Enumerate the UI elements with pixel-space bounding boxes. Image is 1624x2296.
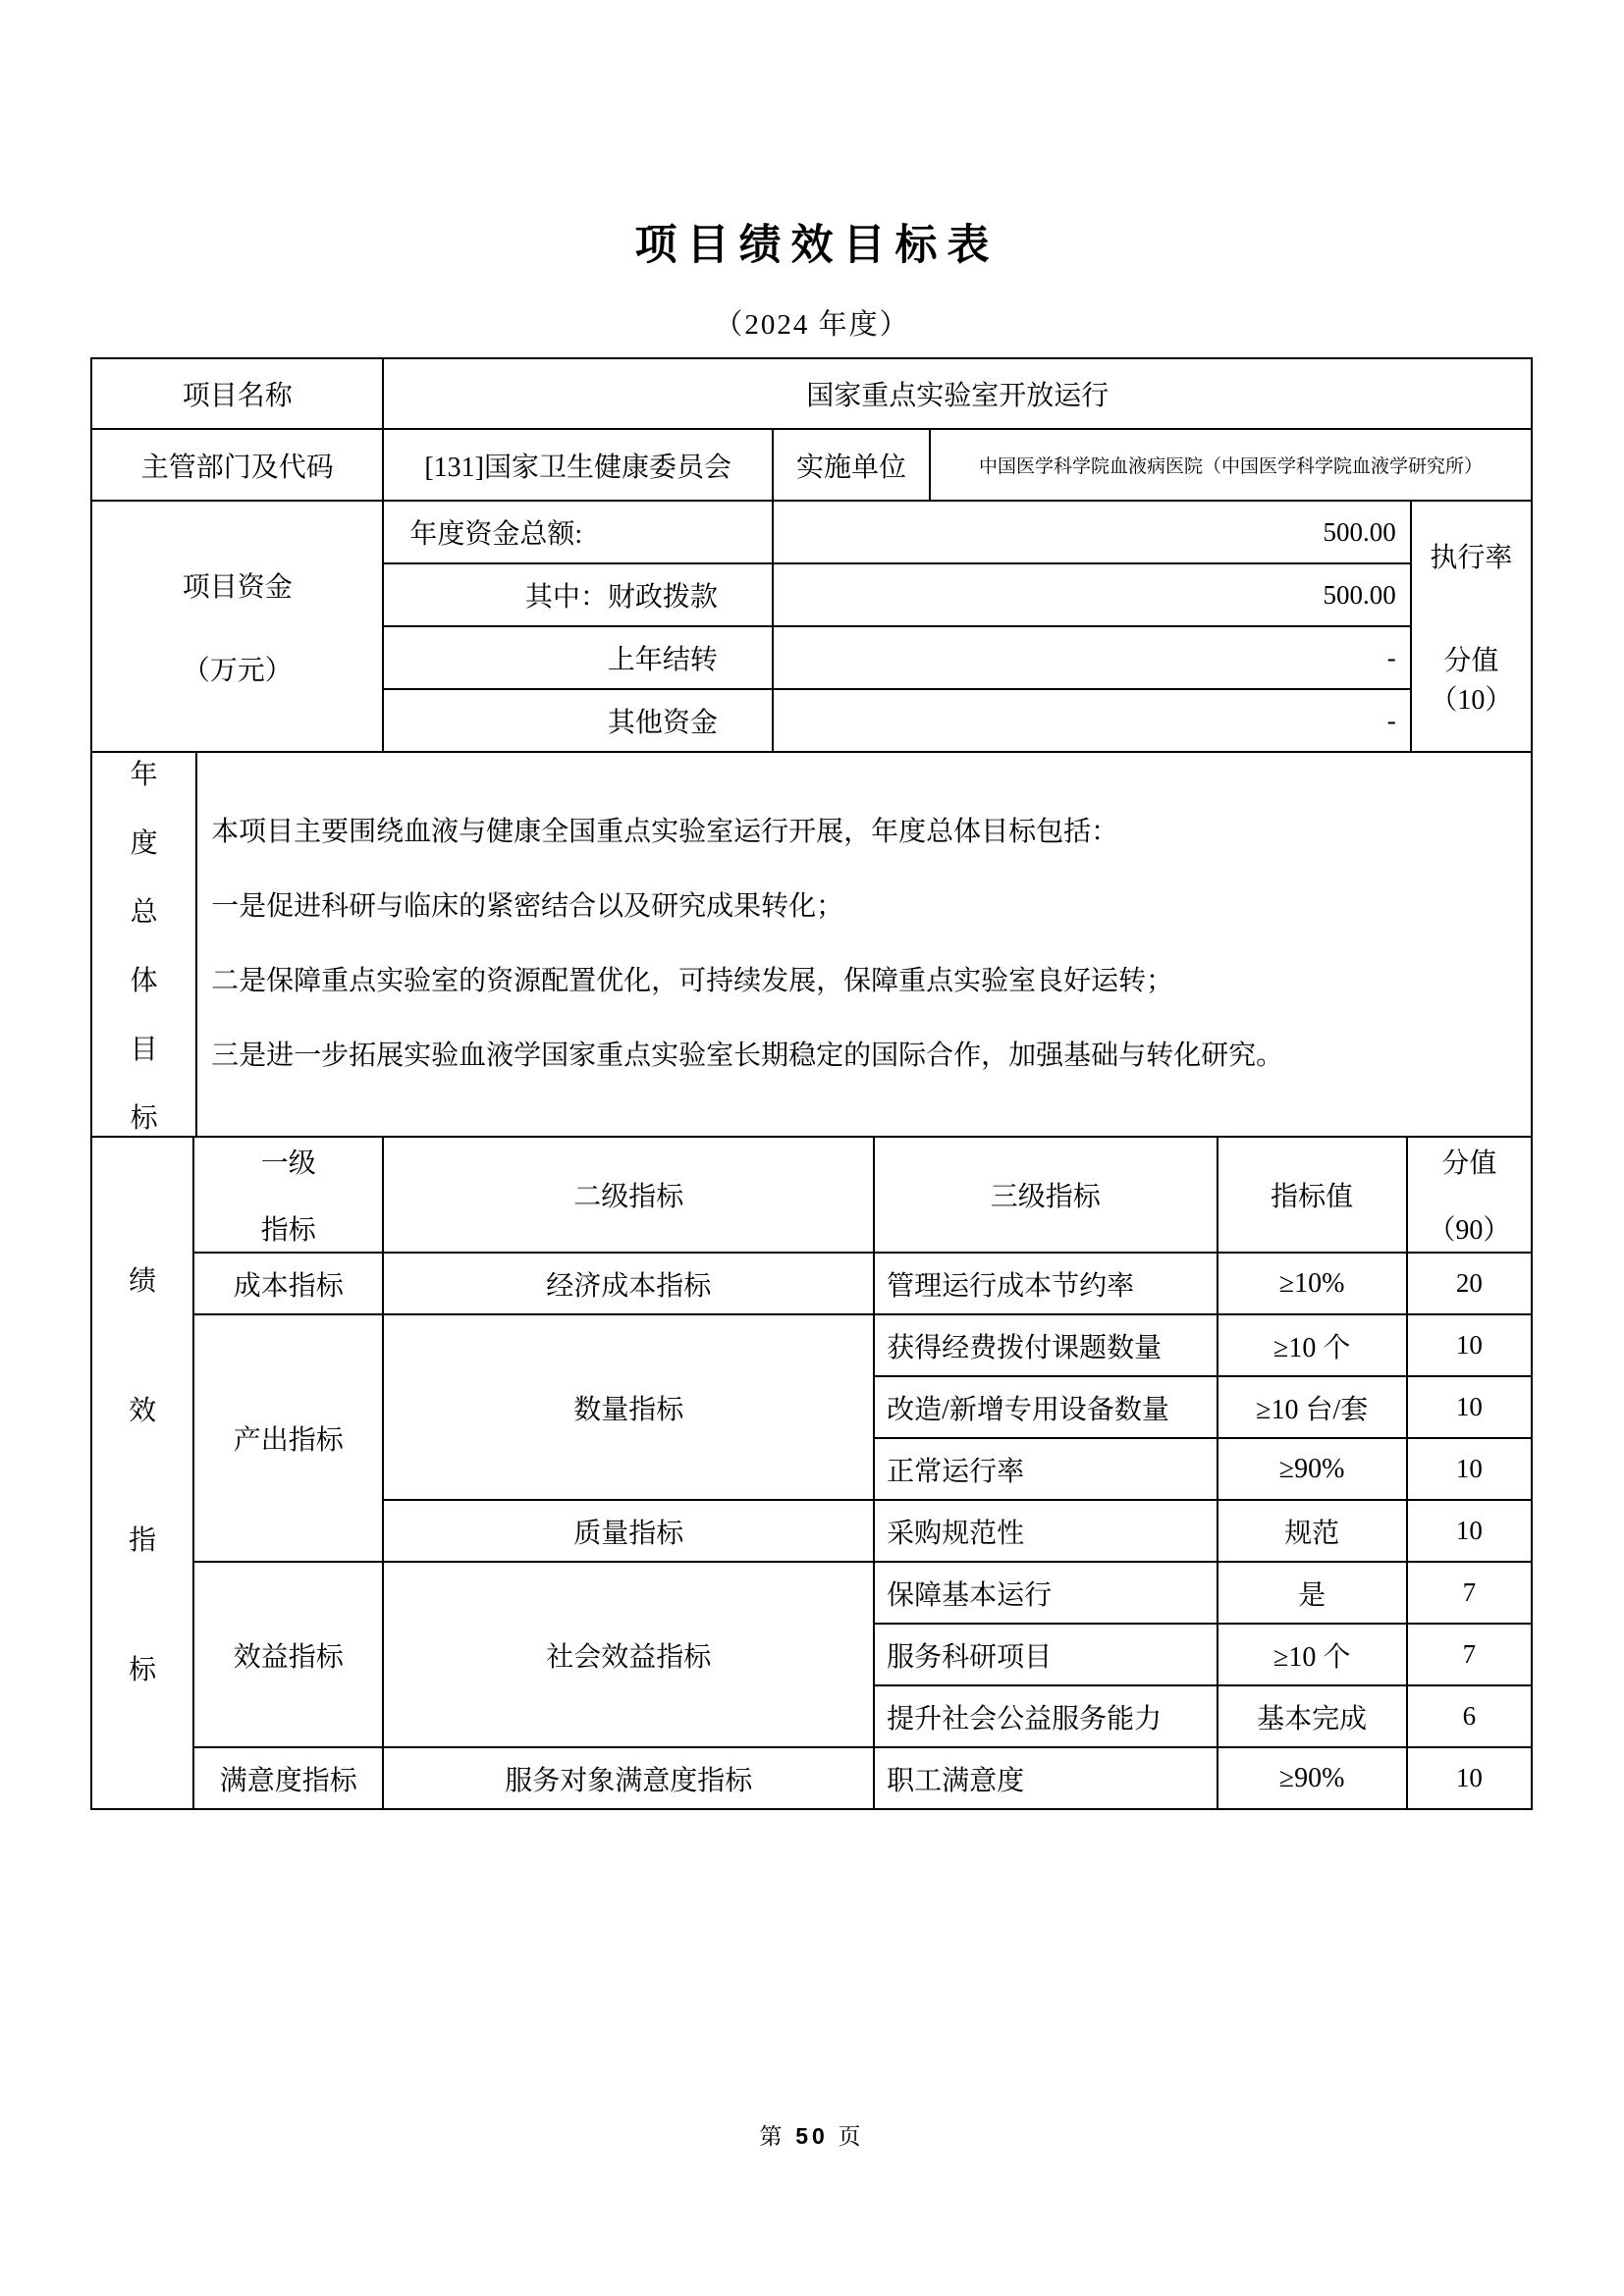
level2-cell-quality: 质量指标 <box>383 1500 874 1562</box>
level3-cell: 采购规范性 <box>874 1500 1217 1562</box>
indicator-row <box>91 1253 1532 1314</box>
indicator-row <box>91 1314 1532 1376</box>
funding-other-label: 其他资金 <box>383 689 773 752</box>
level1-cell-benefit: 效益指标 <box>193 1562 383 1747</box>
score-cell: 7 <box>1407 1624 1532 1685</box>
header-level1: 一级 指标 <box>193 1137 383 1253</box>
value-cell: ≥10 台/套 <box>1218 1376 1407 1438</box>
level2-cell-social-benefit: 社会效益指标 <box>383 1562 874 1747</box>
dept-label: 主管部门及代码 <box>91 429 383 501</box>
funding-carryover-label: 上年结转 <box>383 626 773 689</box>
page-title: 项目绩效目标表 <box>634 222 1000 269</box>
score-cell: 7 <box>1407 1562 1532 1624</box>
funding-fiscal-value: 500.00 <box>773 563 1411 626</box>
value-cell: 规范 <box>1218 1500 1407 1562</box>
value-cell: ≥10 个 <box>1218 1624 1407 1685</box>
level3-cell: 获得经费拨付课题数量 <box>874 1314 1217 1376</box>
funding-label-line1: 项目资金 <box>182 571 293 603</box>
annual-goal-label: 年 度 总 体 目 标 <box>91 752 196 1137</box>
score-cell: 10 <box>1407 1314 1532 1376</box>
funding-total-label: 年度资金总额: <box>383 501 773 563</box>
annual-goal-text <box>196 752 1532 1137</box>
indicator-row <box>91 1747 1532 1809</box>
header-score: 分值 （90） <box>1407 1137 1532 1253</box>
funding-label-line2: （万元） <box>182 655 293 686</box>
score-cell: 10 <box>1407 1438 1532 1500</box>
row-department <box>91 429 1532 501</box>
project-info-table <box>90 357 1533 502</box>
row-project-name <box>91 358 1532 429</box>
level2-cell-quantity: 数量指标 <box>383 1314 874 1500</box>
value-cell: 基本完成 <box>1218 1685 1407 1747</box>
page-number: 50 <box>795 2123 829 2149</box>
header-value: 指标值 <box>1218 1137 1407 1253</box>
funding-total-value: 500.00 <box>773 501 1411 563</box>
indicators-side-label: 绩 效 指 标 <box>91 1137 193 1809</box>
project-name-label: 项目名称 <box>91 358 383 429</box>
header-level3: 三级指标 <box>874 1137 1217 1253</box>
level3-cell: 改造/新增专用设备数量 <box>874 1376 1217 1438</box>
page-footer-prefix: 第 <box>759 2124 786 2149</box>
funding-carryover-value: - <box>773 626 1411 689</box>
performance-target-table <box>90 357 1533 1810</box>
page-footer <box>0 2118 1624 2151</box>
level3-cell: 提升社会公益服务能力 <box>874 1685 1217 1747</box>
level3-cell: 保障基本运行 <box>874 1562 1217 1624</box>
indicators-table <box>90 1136 1533 1810</box>
execution-rate-line2: 分值（10） <box>1430 645 1513 716</box>
score-cell: 10 <box>1407 1747 1532 1809</box>
score-cell: 6 <box>1407 1685 1532 1747</box>
project-name-value: 国家重点实验室开放运行 <box>383 358 1532 429</box>
funding-section-label <box>91 501 383 752</box>
score-cell: 20 <box>1407 1253 1532 1314</box>
impl-unit-value: 中国医学科学院血液病医院（中国医学科学院血液学研究所） <box>930 429 1532 501</box>
dept-value: [131]国家卫生健康委员会 <box>383 429 773 501</box>
page-footer-suffix: 页 <box>838 2124 865 2149</box>
goal-line-4: 三是进一步拓展实验血液学国家重点实验室长期稳定的国际合作，加强基础与转化研究。 <box>211 1041 1284 1071</box>
value-cell: ≥90% <box>1218 1747 1407 1809</box>
goal-line-2: 一是促进科研与临床的紧密结合以及研究成果转化； <box>211 891 844 922</box>
level2-cell-service-satisfaction: 服务对象满意度指标 <box>383 1747 874 1809</box>
execution-rate-score-cell <box>1411 501 1532 752</box>
value-cell: ≥90% <box>1218 1438 1407 1500</box>
score-cell: 10 <box>1407 1500 1532 1562</box>
level1-cell-output: 产出指标 <box>193 1314 383 1562</box>
funding-row-total <box>91 501 1532 563</box>
header-level2: 二级指标 <box>383 1137 874 1253</box>
row-annual-goal <box>91 752 1532 1137</box>
goal-line-3: 二是保障重点实验室的资源配置优化，可持续发展，保障重点实验室良好运转； <box>211 966 1174 996</box>
funding-fiscal-label: 其中：财政拨款 <box>383 563 773 626</box>
funding-table <box>90 500 1533 753</box>
value-cell: ≥10 个 <box>1218 1314 1407 1376</box>
level3-cell: 正常运行率 <box>874 1438 1217 1500</box>
level3-cell: 服务科研项目 <box>874 1624 1217 1685</box>
annual-goal-table <box>90 751 1533 1138</box>
value-cell: ≥10% <box>1218 1253 1407 1314</box>
goal-line-1: 本项目主要围绕血液与健康全国重点实验室运行开展，年度总体目标包括： <box>211 817 1119 847</box>
value-cell: 是 <box>1218 1562 1407 1624</box>
score-cell: 10 <box>1407 1376 1532 1438</box>
level1-cell-cost: 成本指标 <box>193 1253 383 1314</box>
indicator-row <box>91 1562 1532 1624</box>
page-subtitle: （2024 年度） <box>714 309 910 341</box>
funding-other-value: - <box>773 689 1411 752</box>
level3-cell: 管理运行成本节约率 <box>874 1253 1217 1314</box>
execution-rate-line1: 执行率 <box>1430 542 1513 573</box>
level2-cell-economic-cost: 经济成本指标 <box>383 1253 874 1314</box>
indicators-header-row <box>91 1137 1532 1253</box>
impl-unit-label: 实施单位 <box>773 429 930 501</box>
level3-cell: 职工满意度 <box>874 1747 1217 1809</box>
level1-cell-satisfaction: 满意度指标 <box>193 1747 383 1809</box>
